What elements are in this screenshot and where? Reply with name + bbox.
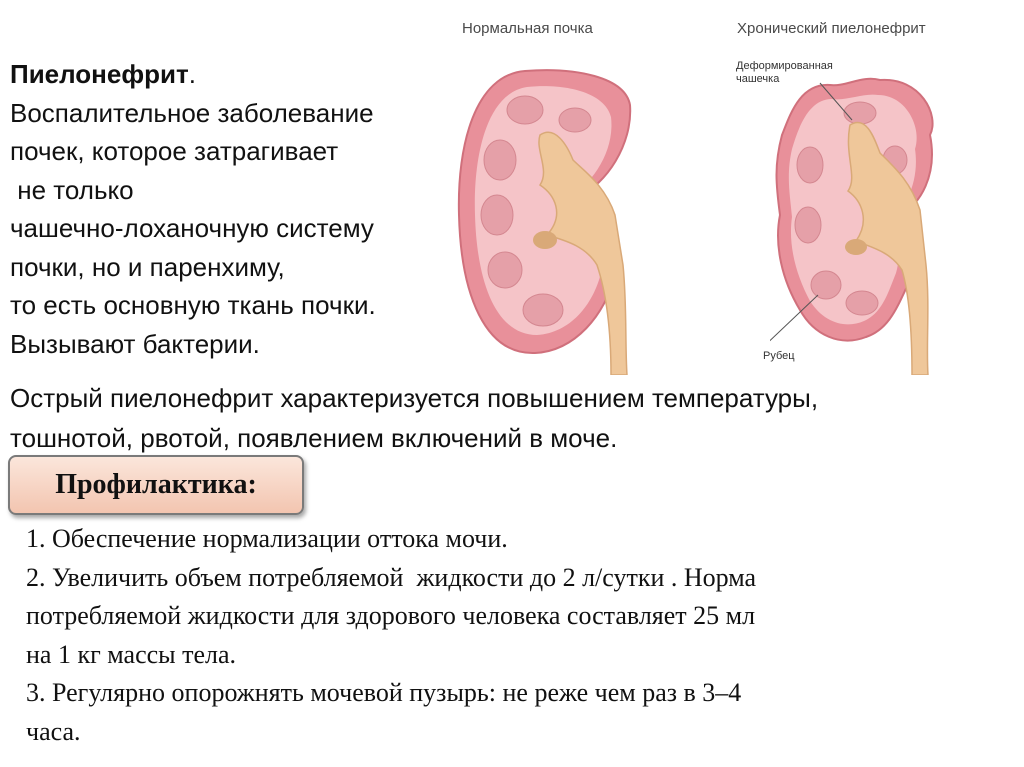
prevention-heading: Профилактика: bbox=[55, 469, 257, 500]
chronic-kidney-label: Хронический пиелонефрит bbox=[737, 20, 926, 37]
intro-title: Пиелонефрит bbox=[10, 59, 189, 89]
prevention-line: часа. bbox=[26, 716, 81, 746]
intro-text bbox=[10, 55, 460, 363]
acute-line: Острый пиелонефрит характеризуется повышением температуры, bbox=[10, 383, 819, 413]
chronic-kidney-illustration bbox=[770, 65, 970, 375]
normal-kidney-illustration bbox=[455, 65, 655, 375]
prevention-heading-badge bbox=[8, 455, 304, 515]
intro-line: Воспалительное заболевание bbox=[10, 97, 374, 128]
intro-line: то есть основную ткань почки. bbox=[10, 290, 376, 320]
intro-line: не только bbox=[10, 174, 134, 205]
intro-title-line bbox=[10, 55, 460, 94]
prevention-line: 2. Увеличить объем потребляемой жидкости до 2 л/сутки . Норма bbox=[26, 562, 757, 592]
intro-title-dot: . bbox=[188, 59, 196, 89]
prevention-line: 1. Обеспечение нормализации оттока мочи. bbox=[26, 524, 508, 553]
prevention-line: потребляемой жидкости для здорового человека составляет 25 мл bbox=[26, 601, 756, 630]
deformed-calyx-label-line: Деформированная bbox=[736, 60, 833, 72]
prevention-line: на 1 кг массы тела. bbox=[26, 639, 237, 669]
intro-line: почки, но и паренхиму, bbox=[10, 251, 285, 282]
normal-kidney-label: Нормальная почка bbox=[462, 20, 593, 37]
acute-line: тошнотой, рвотой, появлением включений в моче. bbox=[10, 423, 618, 453]
prevention-line: 3. Регулярно опорожнять мочевой пузырь: не реже чем раз в 3–4 bbox=[26, 678, 742, 707]
intro-line: Вызывают бактерии. bbox=[10, 328, 260, 359]
scar-label: Рубец bbox=[763, 350, 795, 362]
intro-line: чашечно-лоханочную систему bbox=[10, 213, 374, 243]
acute-description bbox=[10, 378, 818, 458]
intro-line: почек, которое затрагивает bbox=[10, 136, 339, 166]
deformed-calyx-label-line: чашечка bbox=[736, 73, 780, 85]
prevention-list bbox=[26, 520, 1011, 751]
